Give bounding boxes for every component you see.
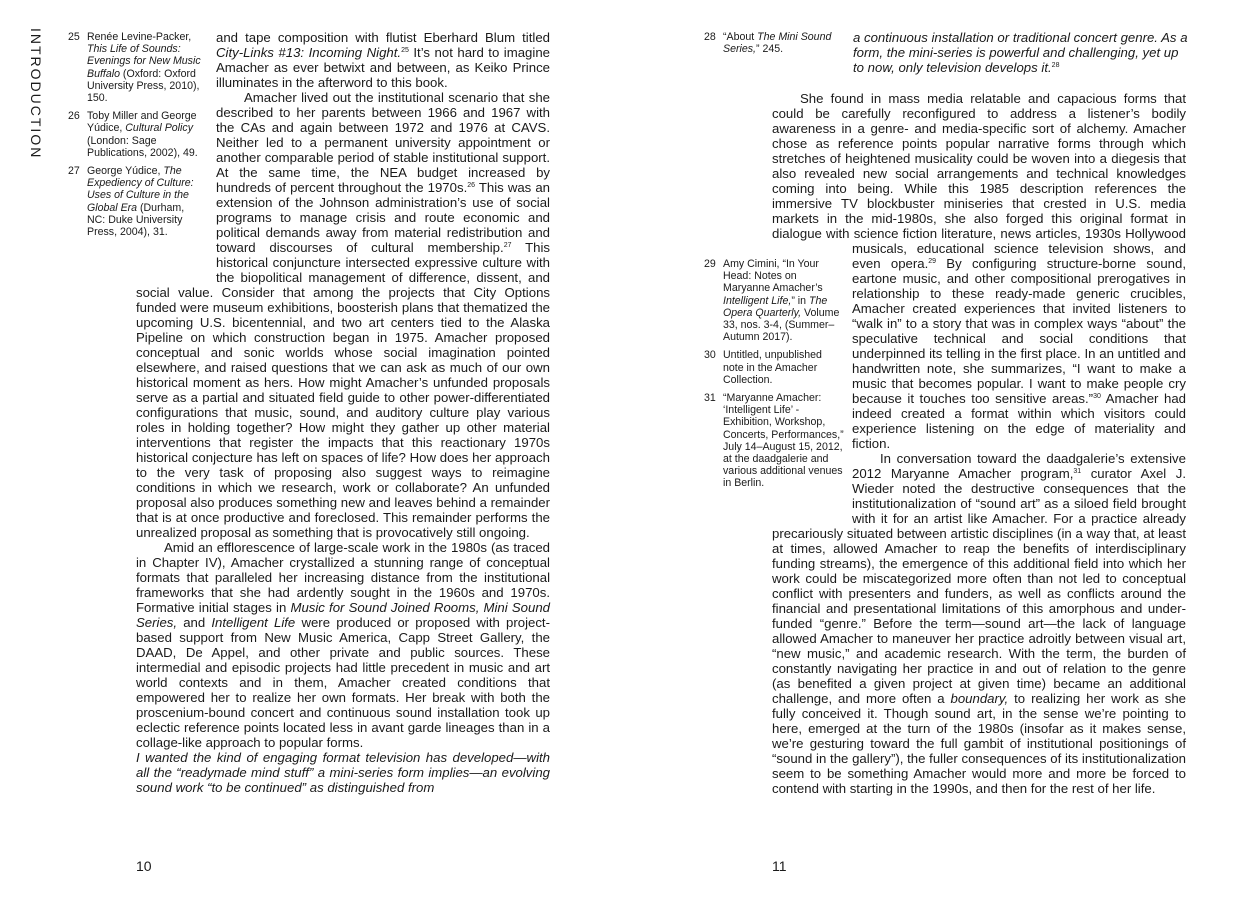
footnote-text: Toby Miller and George Yúdice, Cultural Policy (London: Sage Publications, 2002), 49.	[87, 110, 198, 159]
quote-footnote-ref: 28	[1051, 62, 1060, 69]
left-page	[0, 0, 617, 913]
right-page	[617, 0, 1235, 913]
right-body-text	[772, 91, 1186, 796]
footnote-number: 26	[68, 110, 80, 123]
running-head: INTRODUCTION	[28, 28, 44, 160]
footnote-number: 31	[704, 392, 716, 405]
footnote-text: Untitled, unpublished note in the Amacher Collection.	[723, 349, 822, 386]
footnote-number: 27	[68, 165, 80, 178]
footnote-text: George Yúdice, The Expediency of Culture: Uses of Culture in the Global Era (Durham, NC: Duke University Press, 2004), 31.	[87, 165, 194, 239]
paragraph: and tape composition with flutist Eberhard Blum titled City-Links #13: Incoming Night.$^{25}$ It’s not hard to imagine Amacher as ever betwixt and between, as Keiko Prince illuminates in the afterword to this book.	[216, 30, 550, 90]
paragraph: She found in mass media relatable and capacious forms that could be carefully reconfigured to address a listener’s bodily awareness in a genre- and media-specific sort of alchemy. Amacher chose as reference points popular narrative forms through which stretches of heightened musicality could be woven into a diegesis that also revealed new social arrangements and technical knowledges coming into being. While this 1985 description references the immersive TV blockbuster miniseries that crested in U.S. media markets in the mid-1980s, she also forged this original format in dialogue with science fiction literature, news articles, 1930s Hollywood musicals, educational science television shows, and even opera.$^{29}$ By configuring structure-borne sound, eartone music, and other compositional prerogatives in relationship to these ready-made generic crucibles, Amacher created experiences that invited listeners to “walk in” to a story that was in complex ways “about” the speculative technical and social conditions that underpinned its telling in the first place. In an untitled and handwritten note, she summarizes, “I want to make a music that becomes popular. I want to make people cry because it touches too sensitive areas.”$^{30}$ Amacher had indeed created a format within which visitors could experience listening on the edge of materiality and fiction.	[772, 91, 1186, 451]
footnote-text: “About The Mini Sound Series,” 245.	[723, 31, 832, 56]
footnote-number: 30	[704, 349, 716, 362]
footnote-number: 28	[704, 31, 716, 43]
footnote-28	[704, 31, 844, 55]
footnote-text: Renée Levine-Packer, This Life of Sounds: Evenings for New Music Buffalo (Oxford: Oxford University Press, 2010), 150.	[87, 31, 201, 105]
footnote-text: “Maryanne Amacher: ‘Intelligent Life’ - Exhibition, Workshop, Concerts, Performances,” July 14–August 15, 2012, at the daadgalerie and various additional venues in Berlin.	[723, 392, 844, 490]
paragraph: Amacher lived out the institutional scenario that she described to her parents between 1966 and 1967 with the CAs and again between 1972 and 1976 at CAVS. Neither led to a permanent university appointment or another comparable period of stable institutional support. At the same time, the NEA budget increased by hundreds of percent throughout the 1970s.$^{26}$ This was an extension of the Johnson administration’s use of social programs to manage crisis and route economic and political demands away from material redistribution and toward discourses of cultural membership.$^{27}$ This historical conjuncture intersected expressive culture with the biopolitical management of difference, dissent, and social value. Consider that among the projects that City Options funded were museum exhibitions, boosterish plans that thematized the upcoming U.S. bicentennial, and two art centers tied to the Alaska Pipeline on which construction began in 1975. Amacher proposed conceptual and sonic worlds whose social imagination pointed elsewhere, and raised questions that we can ask as much of our own historical moment as hers. How might Amacher’s unfunded proposals serve as a partial and situated field guide to other power-differentiated configurations that music, sound, and auditory culture play various roles in holding together? How might they gather up other material interventions that register the impacts that this reactionary 1970s historical conjecture has left on spaces of life? How does her approach to the very task of proposing also suggest ways to reimagine conditions in which we research, work or collaborate? An unfunded proposal also produces something new and leaves behind a remainder that is at once productive and foreclosed. This remainder performs the unrealized proposal as something that is provocatively still ongoing.	[136, 90, 550, 540]
block-quote-continued	[853, 30, 1188, 75]
page-number: 10	[136, 858, 152, 874]
quote-text: a continuous installation or traditional concert genre. As a form, the mini-series is powerful and challenging, yet up to now, only television develops it.	[853, 30, 1188, 75]
page-number: 11	[772, 858, 787, 874]
footnote-28	[704, 31, 844, 61]
footnote-text: Amy Cimini, “In Your Head: Notes on Maryanne Amacher’s Intelligent Life,” in The Opera Quarterly, Volume 33, nos. 3-4, (Summer–Autumn 2017).	[723, 258, 840, 344]
footnote-number: 29	[704, 258, 716, 270]
block-quote: I wanted the kind of engaging format television has developed—with all the “readymade mind stuff” a mini-series form implies—an evolving sound work “to be continued” as distinguished from	[136, 750, 550, 795]
left-body-text	[136, 30, 550, 795]
footnote-number: 25	[68, 31, 80, 43]
paragraph: In conversation toward the daadgalerie’s extensive 2012 Maryanne Amacher program,$^{31}$ curator Axel J. Wieder noted the destructive consequences that the institutionalization of “sound art” as a siloed field brought with it for an artist like Amacher. For a practice already precariously situated between artistic disciplines (in a way that, at least at times, allowed Amacher to reap the benefits of interdisciplinary funding streams), the emergence of this additional field into which her work could be miscategorized more often than not led to conceptual conflict with presenters and funders, as well as conflicts around the financial and presentational limitations of this amorphous and under-funded “genre.” Before the term—sound art—the lack of language allowed Amacher to maneuver her practice adroitly between visual art, “new music,” and academic research. With the term, the burden of constantly navigating her practice in and out of relation to the genre (as benefited a given project at given time) became an additional challenge, and more often a boundary, to realizing her work as she fully conceived it. Though sound art, in the sense we’re pointing to here, emerged at the turn of the 1980s (insofar as it makes sense, we’re gesturing toward the full gambit of institutional positionings of “sound in the gallery”), the fuller consequences of its institutionalization seem to be something Amacher would more and more be forced to contend with starting in the 1990s, and then for the rest of her life.	[772, 451, 1187, 796]
paragraph: Amid an efflorescence of large-scale work in the 1980s (as traced in Chapter IV), Amacher crystallized a stunning range of conceptual formats that paralleled her increasing distance from the institutional frameworks that she had ardently sought in the 1960s and 1970s. Formative initial stages in Music for Sound Joined Rooms, Mini Sound Series, and Intelligent Life were produced or proposed with project-based support from New Music America, Capp Street Gallery, the DAAD, De Appel, and other private and public sources. These intermedial and episodic projects had little precedent in music and art world contexts and in them, Amacher created conditions that empowered her to realize her own formats. Her break with both the proscenium-bound concert and continuous sound installation took up eclectic reference points located less in avant garde lineages than in a collage-like approach to popular forms.	[136, 540, 550, 750]
